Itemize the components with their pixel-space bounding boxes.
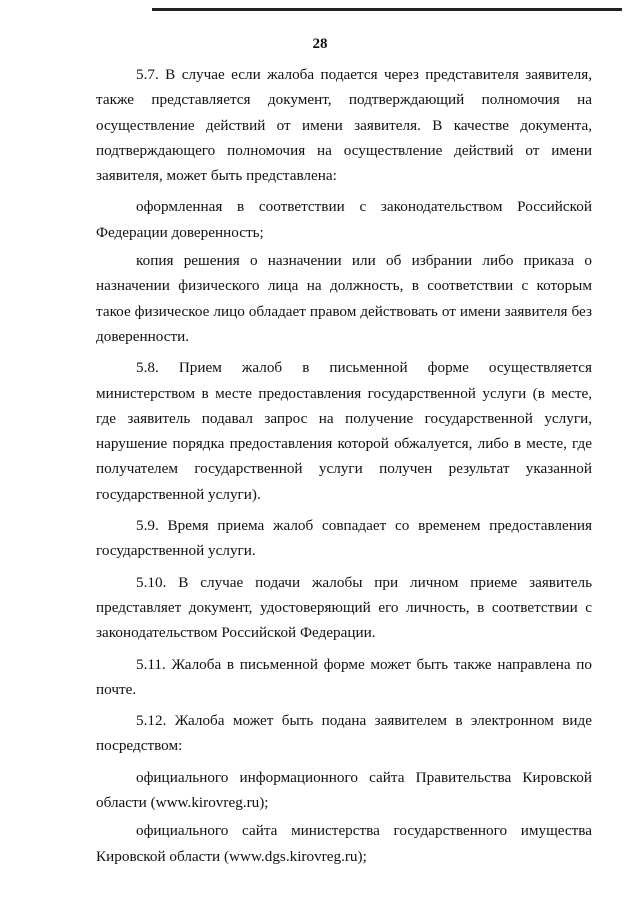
paragraph-5-7: 5.7. В случае если жалоба подается через представителя заявителя, также представляется документ, подтверждающий полномочия на осуществление действий от имени заявителя. В качестве документа, подтверждающего полномочия на осуществление действий от имени заявителя, может быть представлена: (96, 66, 592, 185)
paragraph-5-9: 5.9. Время приема жалоб совпадает со временем предоставления государственной услуги. (96, 517, 592, 560)
list-item-ministry-site: официального сайта министерства государственного имущества Кировской области (www.dgs.kirovreg.ru); (96, 822, 592, 865)
list-item-power-of-attorney: оформленная в соответствии с законодательством Российской Федерации доверенность; (96, 198, 592, 241)
paragraph-5-11: 5.11. Жалоба в письменной форме может быть также направлена по почте. (96, 655, 592, 698)
top-rule (152, 8, 622, 11)
paragraph-5-10: 5.10. В случае подачи жалобы при личном приеме заявитель представляет документ, удостоверяющий его личность, в соответствии с законодательством Российской Федерации. (96, 573, 592, 642)
list-item-government-site: официального информационного сайта Правительства Кировской области (www.kirovreg.ru); (96, 768, 592, 812)
document-body (96, 62, 592, 875)
page-number: 28 (312, 36, 328, 52)
list-item-appointment-copy: копия решения о назначении или об избрании либо приказа о назначении физического лица на должность, в соответствии с которым такое физическое лицо обладает правом действовать от имени заявителя без доверенности. (96, 252, 592, 345)
paragraph-5-12: 5.12. Жалоба может быть подана заявителем в электронном виде посредством: (96, 712, 592, 755)
paragraph-5-8: 5.8. Прием жалоб в письменной форме осуществляется министерством в месте предоставления государственной услуги (в месте, где заявитель подавал запрос на получение государственной услуги, нарушение порядка предоставления которой обжалуется, либо в месте, где получателем государственной услуги получен результат указанной государственной услуги). (96, 359, 592, 503)
